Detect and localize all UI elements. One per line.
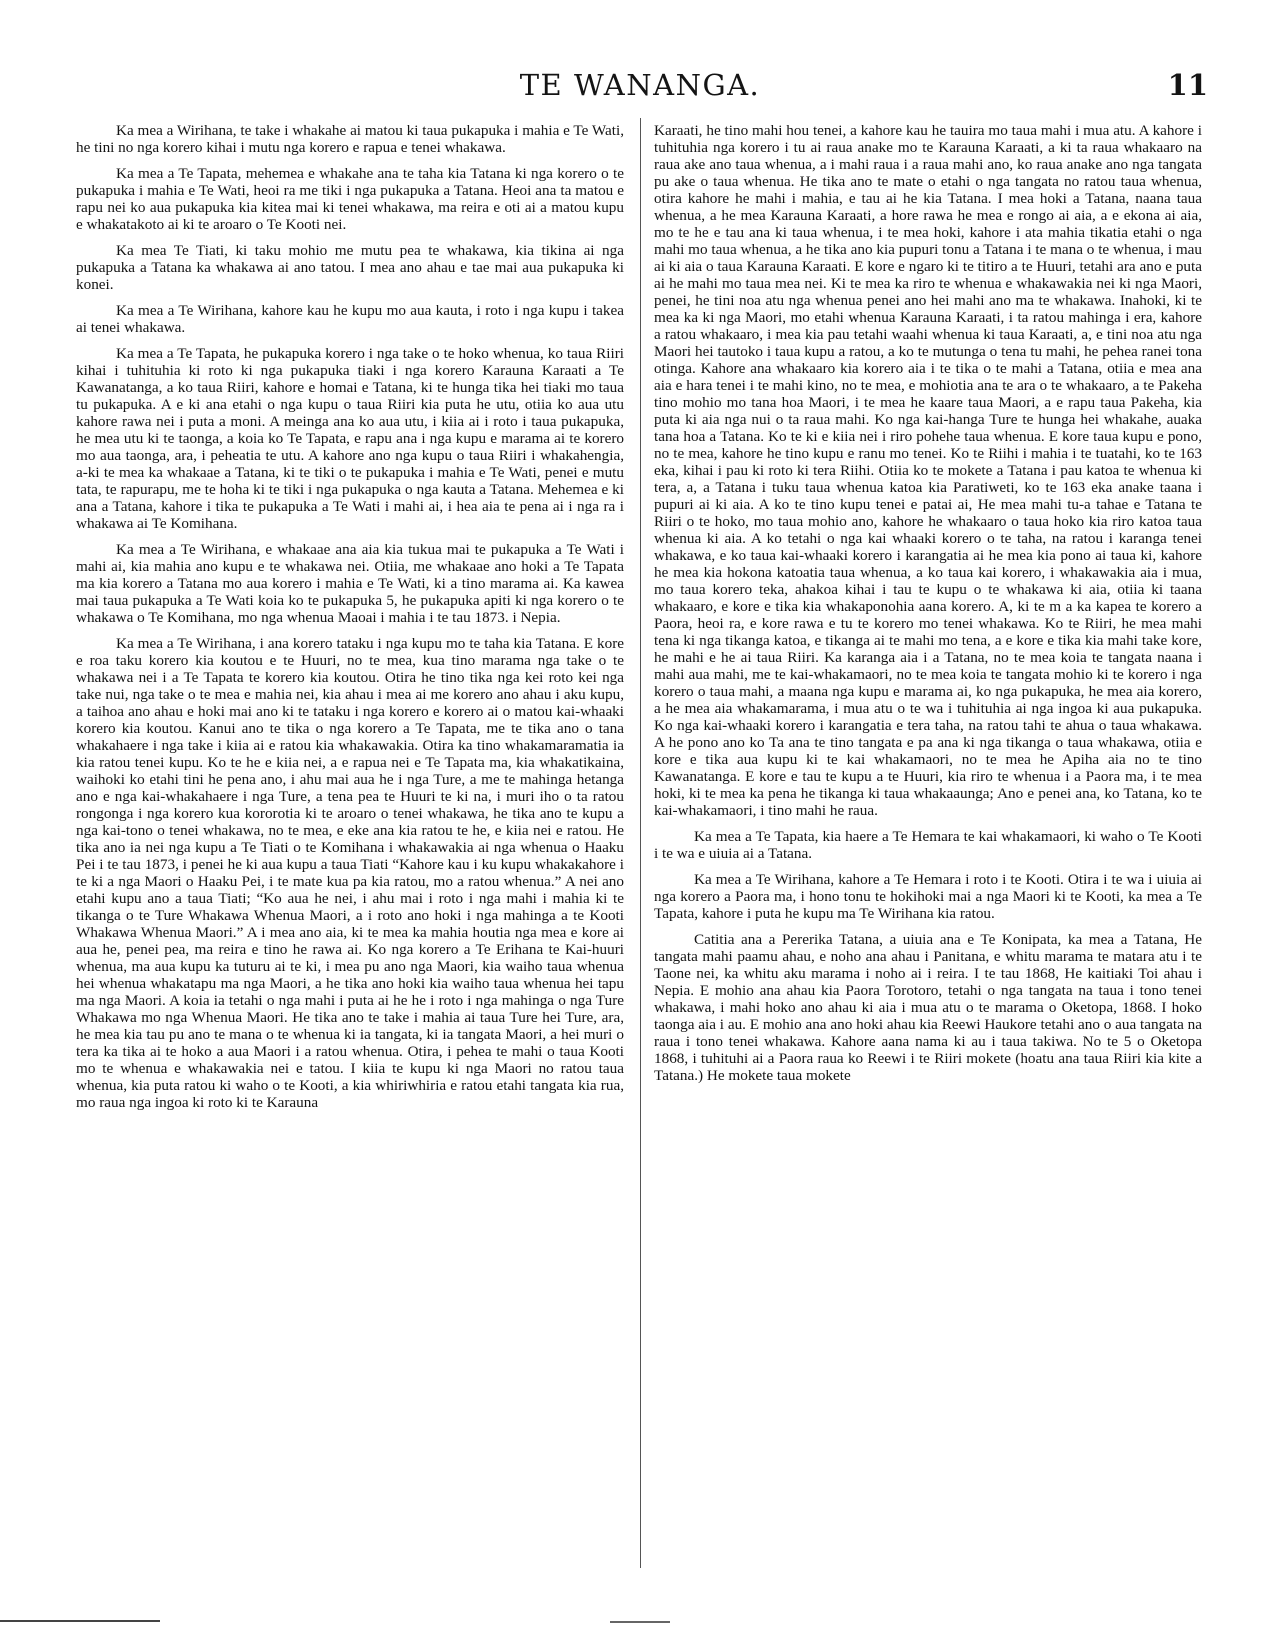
left-column [76,122,624,1592]
footer-rule [0,1620,160,1622]
paragraph: Ka mea a Te Wirihana, i ana korero tataku i nga kupu mo te taha kia Tatana. E kore e roa taku korero kia koutou e te Huuri, no te mea, kua tino marama nga take o te whakawa nei i a Te Tapata te korero kia koutou. Otira he tino tika nga kei roto kei nga take nui, nga take o te mea e mahia nei, kia ahau i mea ai me korero ano ahau i aku kupu, a taihoa ano ahau e hoki mai ano ki te tataku i nga korero e korero ai o matou kai-whaaki korero kia koutou. Kanui ano te tika o nga korero a Te Tapata, me te tika ano o tana whakahaere i nga take i kiia ai e ratou kia whakawakia. Otira ka tino whakamaramatia ia kia ratou tenei kupu. Ko te he e kiia nei, a e rapua nei e Te Tapata ma, kia whakatikaina, waihoki ko etahi tini he pena ano, i ahu mai aua he i nga Ture, a me te mahinga hetanga ano e nga kai-whakahaere i nga Ture, a tena pea te Huuri te ki na, i muri iho o ta ratou rongonga i nga korero kua kororotia ki te aroaro o tenei whakawa, he tika ano te kupu a nga kai-tono o tenei whakawa, no te mea, e eke ana kia ratou te he, e kiia nei e ratou. He tika ano ia nei nga kupu a Te Tiati o te Komihana i whakawakia ai nga whenua o Haaku Pei i te tau 1873, i penei he ki aua kupu a taua Tiati “Kahore kau i ku kupu whakakahore i te ki a nga Maori o Haaku Pei, i te mate kua pa kia ratou, mo a ratou whenua.” A nei ano etahi kupu ano a taua Tiati; “Ko aua he nei, i ahu mai i roto i nga mahi i mahia ki te tikanga o te Ture Whakawa Whenua Maori, a i roto ano hoki i nga mahinga a te Kooti Whakawa Whenua Maori.” A i mea ano aia, ki te mea ka mahia houtia nga mea e kore ai aua he, penei pea, ma reira e tino he rawa ai. Ko nga korero a Te Erihana te Kai-huuri whenua, ma aua kupu ka tuturu ai te ki, i mea pu ano nga Maori, kia waiho taua whenua hei whenua whakatapu ma nga Maori, a he tika ano hoki kia waiho taua whenua hei tapu ma nga Maori. A koia ia tetahi o nga mahi i puta ai he he i roto i nga mahinga o nga Ture Whakawa mo nga Whenua Maori. He tika ano te take i mahia ai taua Ture hei Ture, ara, he mea kia tau pu ano te mana o te whenua ki ia tangata, ki ia tangata Maori, a hei muri o tera ka tika ai te hoko a aua Maori i a ratou whenua. Otira, i pehea te mahi o taua Kooti mo te whenua e whakawakia nei e tatou. I kiia te kupu ki nga Maori no ratou taua whenua, kia puta ratou ki waho o te Kooti, a kia whiriwhiria e ratou etahi tangata kia rua, mo raua nga ingoa ki roto ki te Karauna [76,635,624,1111]
paragraph: Ka mea a Te Wirihana, kahore a Te Hemara i roto i te Kooti. Otira i te wa i uiuia ai nga korero a Paora ma, i hono tonu te hokihoki mai a nga Maori ki te Kooti, ka mea a Te Tapata, kahore i puta he kupu ma Te Wirihana kia ratou. [654,871,1202,922]
paragraph: Ka mea a Wirihana, te take i whakahe ai matou ki taua pukapuka i mahia e Te Wati, he tini no nga korero kihai i mutu nga korero e rapua e tenei whakawa. [76,122,624,156]
paragraph: Ka mea Te Tiati, ki taku mohio me mutu pea te whakawa, kia tikina ai nga pukapuka a Tatana ka whakawa ai ano tatou. I mea ano ahau e tae mai aua pukapuka ki konei. [76,242,624,293]
paragraph: Ka mea a Te Wirihana, e whakaae ana aia kia tukua mai te pukapuka a Te Wati i mahi ai, kia mahia ano kupu e te whakawa nei. Otiia, me whakaae ano hoki a Te Tapata ma kia korero a Tatana mo aua korero i mahia e Te Wati, ki a tino marama ai. Ka kawea mai taua pukapuka a Te Wati koia ko te pukapuka 5, he pukapuka apiti ki nga korero o te whakawa o Te Komihana, mo nga whenua Maoai i mahia i te tau 1873. i Nepia. [76,541,624,626]
paragraph: Ka mea a Te Tapata, kia haere a Te Hemara te kai whakamaori, ki waho o Te Kooti i te wa e uiuia ai a Tatana. [654,828,1202,862]
paragraph: Ka mea a Te Tapata, mehemea e whakahe ana te taha kia Tatana ki nga korero o te pukapuka i mahia e Te Wati, heoi ra me tiki i nga pukapuka a Tatana. Heoi ana ta matou e rapu nei ko aua pukapuka kia kitea mai ki tenei whakawa, ma reira e oti ai a matou kupu e whakatakoto ai ki te aroaro o Te Kooti nei. [76,165,624,233]
masthead [0,68,1280,108]
column-divider [640,118,641,1568]
paragraph: Catitia ana a Pererika Tatana, a uiuia ana e Te Konipata, ka mea a Tatana, He tangata mahi paamu ahau, e noho ana ahau i Panitana, e whitu marama te matara atu i te Taone nei, ka whitu aku marama i noho ai i reira. I te tau 1868, He kaitiaki Toi ahau i Nepia. E mohio ana ahau kia Paora Torotoro, tetahi o nga tangata na taua i tono tenei whakawa, i mahi hoko ano ahau ki aia i mua atu o te marama o Oketopa, 1868. I hoko taonga aia i au. E mohio ana ano hoki ahau kia Reewi Haukore tetahi ano o aua tangata na raua i tono tenei whakawa. Kahore aana nama ki au i taua takiwa. No te 5 o Oketopa 1868, i tuhituhi ai a Paora raua ko Reewi i te Riiri mokete (hoatu ana taua Riiri kia kite a Tatana.) He mokete taua mokete [654,931,1202,1084]
paragraph: Ka mea a Te Wirihana, kahore kau he kupu mo aua kauta, i roto i nga kupu i takea ai tenei whakawa. [76,302,624,336]
right-column [654,122,1202,1592]
paragraph: Ka mea a Te Tapata, he pukapuka korero i nga take o te hoko whenua, ko taua Riiri kihai i tuhituhia ki roto ki nga pukapuka tiaki i nga korero Karauna Karaati a Te Kawanatanga, a ko taua Riiri, kahore e homai e Tatana, ki te hunga tika hei tiaki mo taua tu pukapuka. A e ki ana etahi o nga kupu o taua Riiri kia puta he utu, otiia ko aua utu kahore rawa nei i puta a moni. A meinga ana ko aua utu, i kiia ai i roto i taua pukapuka, he mea utu ki te taonga, a koia ko Te Tapata, e rapu ana i nga kupu e marama ai te korero mo aua taonga, ara, i peheatia te utu. A kahore ano nga kupu o taua Riiri i whakahengia, a-ki te mea ka whakaae a Tatana, ki te tiki o te pukapuka i mahia e Te Wati, penei e mutu tata, te rapurapu, me te hoha ki te tiki i nga pukapuka o nga kauta a Tatana. Mehemea e ki ana a Tatana, kahore i tika te pukapuka a Te Wati i mahi ai, i hea aia te pena ai i nga ra i whakawa ai Te Komihana. [76,345,624,532]
footer-mark [610,1621,670,1623]
paragraph: Karaati, he tino mahi hou tenei, a kahore kau he tauira mo taua mahi i mua atu. A kahore i tuhituhia nga korero i tu ai raua anake mo te Karauna Karaati, a ki ta raua whakaaro na raua ake ano taua whenua, a i mahi raua i a raua mahi ano, ko raua anake ano nga tangata pu ake o taua whenua. He tika ano te mate o etahi o nga tangata no ratou taua whenua, otira kahore he mahi i mahia, e tau ai he kia Tatana. I mea hoki a Tatana, naana taua whenua, a he mea Karauna Karaati, a hore rawa he mea e rongo ai aia, a e ekona ai aia, mo te he e tau ana ki taua whenua, i te mea hoki, kahore i ata mahia tikatia etahi o nga mahi mo taua whenua, a he tika ano kia pupuri tonu a Tatana i te mana o te whenua, i mau ai ki aia o taua Karauna Karaati. E kore e ngaro ki te titiro a te Huuri, tetahi ara ano e puta ai he mahi mo taua mea nei. Ki te mea ka riro te whenua e whakawakia nei ki nga Maori, penei, he tini noa atu nga whenua penei ano hei mahi ano ma te whakawa. Inahoki, ki te mea ka ki nga Maori, mo etahi whenua Karauna Karaati, i ta ratou mahinga i era, kahore a ratou whakaaro, i mea kia pau tetahi waahi whenua ki taua Karaati, a, e tini noa atu nga Maori hei tautoko i taua kupu a ratou, a ko te mutunga o tena tu mahi, he pehea ranei tona otinga. Kahore ana whakaaro kia korero aia i te tika o te mahi a Tatana, otiia e mea ana aia e hara tenei i te mahi kino, no te mea, e mohiotia ana te ara o te whakaaro, a te Pakeha tino mohio mo tana hoa Maori, i te mea he kaare taua Maori, a e rapu taua Pakeha, kia puta ki aia nga nui o ta raua mahi. Ko nga kai-hanga Ture te hunga hei whakahe, auaka tana hoa a Tatana. Ko te ki e kiia nei i riro pohehe taua whenua. E kore taua kupu e pono, no te mea, kahore he tino kupu e ranu mo tenei. Ko te Riihi i mahia i te tuatahi, ko te 163 eka, kihai i pau ki roto ki tera Riihi. Otiia ko te mokete a Tatana i pau katoa te whenua ki tera, a, a Tatana i tuku taua whenua katoa kia Paratiweti, ko te 163 eka anake taana i pupuri ai ki aia. A ko te tino kupu tenei e patai ai, He mea mahi tu-a tahae e Tatana te Riiri o te hoko, mo taua mohio ano, kahore he whakaaro o taua hoko kia riro katoa taua whenua ki aia. A ko tetahi o nga kai whaaki korero o te taha, na ratou i karanga tenei whakawa, e ko taua kai-whaaki korero i karangatia ai he mea kia pono ai taua ki, kahore he mea kia hokona katoatia taua whenua, a ko taua kai korero, i whakawakia aia i mua, mo taua korero teka, ahakoa kihai i tau te kupu o te whakawa ki aia, otiia ki taana whakaaro, e kore e tika kia whakaponohia aana korero. A, ki te m a ka kapea te korero a Paora, heoi ra, e kore rawa e tu te korero mo tenei whakawa. Ko te Riiri, he mea mahi tena ki nga tikanga katoa, e tikanga ai te mahi mo tena, a e kore e tika kia mahi take kore, he mahi e he ai taua Riiri. Ka karanga aia i a Tatana, no te mea koia te tangata naana i mahi aua mahi, me te kai-whakamaori, no te mea koia te tangata mohio ki te korero i nga korero o taua mahi, a maana nga kupu e marama ai, ko nga pukapuka, he mea aia korero, a he mea aia whakamarama, i mua atu o te wa i tuhituhia ai nga ingoa ki aua pukapuka. Ko nga kai-whaaki korero i karangatia e tera taha, na ratou tahi te ahua o taua whakawa. A he pono ano ko Ta ana te tino tangata e pa ana ki nga tikanga o taua whakawa, otiia e kore e tika aua kupu ki te kai whakamaori, no te mea he Apiha aia no te tino Kawanatanga. E kore e tau te kupu a te Huuri, kia riro te whenua i a Paora ma, i te mea hoki, ki te mea ka pena he tikanga ki taua whakaaunga; Ano e penei ana, ko Tatana, ko te kai-whakamaori, i tino mahi he raua. [654,122,1202,819]
newspaper-title: TE WANANGA. [519,68,761,102]
page-number: 11 [1167,68,1208,102]
